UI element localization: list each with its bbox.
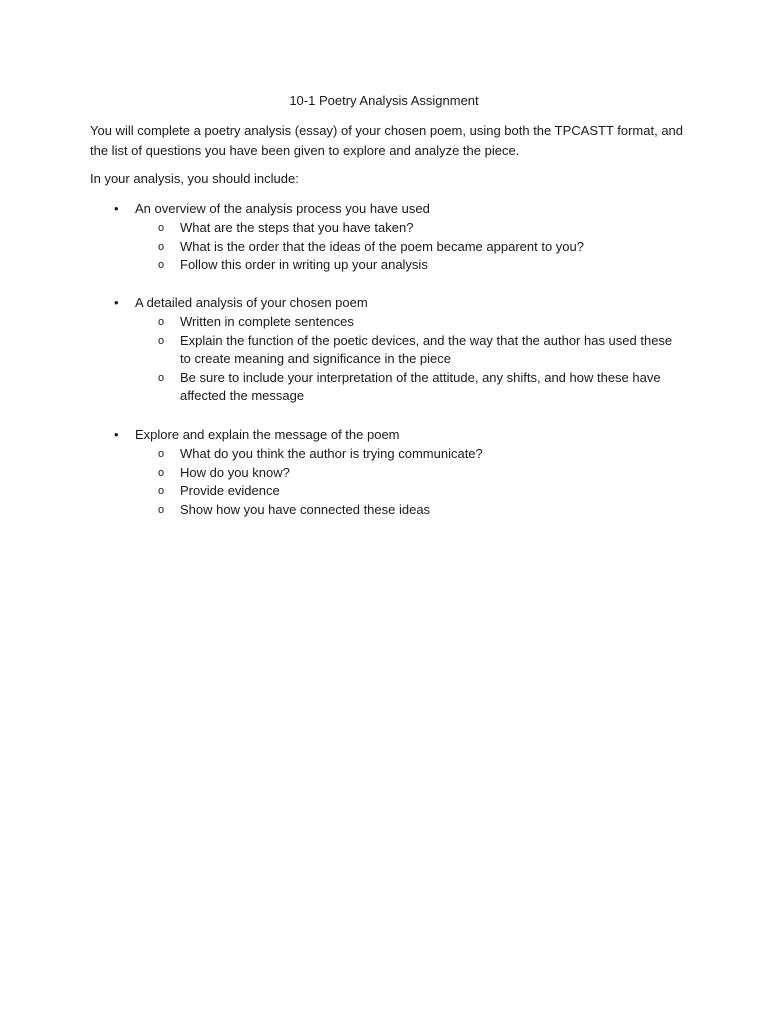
sub-list-item: [90, 445, 690, 464]
sub-item-text: What is the order that the ideas of the poem became apparent to you?: [180, 238, 584, 254]
sub-item-text: Provide evidence: [180, 483, 280, 498]
lead-paragraph: In your analysis, you should include:: [90, 171, 299, 186]
section-message: [90, 426, 690, 519]
document-title: 10-1 Poetry Analysis Assignment: [289, 93, 479, 108]
sub-bullet-marker: o: [158, 222, 165, 234]
section-detailed-analysis: [90, 294, 690, 406]
section-heading: Explore and explain the message of the poem: [135, 427, 400, 442]
sub-list-item: [90, 313, 690, 332]
sub-item-text: Follow this order in writing up your analysis: [180, 257, 428, 272]
sub-bullet-marker: o: [158, 466, 165, 479]
sub-list-item: [90, 464, 690, 483]
sub-item-text: How do you know?: [180, 464, 290, 480]
sub-bullet-marker: o: [158, 371, 165, 384]
intro-paragraph: You will complete a poetry analysis (essay) of your chosen poem, using both the TPCASTT format, and the list of questions you have been given to explore and analyze the piece.: [90, 123, 684, 158]
sub-list-item: [90, 332, 690, 369]
bullet-item: [90, 200, 690, 219]
sub-item-text: Explain the function of the poetic devices, and the way that the author has used these to create meaning and significance in the piece: [180, 332, 673, 366]
bullet-marker: •: [114, 201, 119, 216]
sub-list-item: [90, 219, 690, 238]
sub-bullet-marker: o: [158, 334, 165, 347]
sub-list-item: [90, 482, 690, 501]
section-heading: An overview of the analysis process you have used: [135, 201, 430, 216]
sub-item-text: Show how you have connected these ideas: [180, 501, 431, 517]
sub-list-item: [90, 256, 690, 275]
section-overview: [90, 200, 690, 275]
sub-bullet-marker: o: [158, 316, 165, 328]
sub-bullet-marker: o: [158, 259, 165, 271]
sub-list-item: [90, 501, 690, 520]
sub-bullet-marker: o: [158, 485, 165, 497]
sub-list-item: [90, 369, 690, 406]
sub-bullet-marker: o: [158, 503, 165, 516]
bullet-item: [90, 426, 690, 445]
bullet-marker: •: [114, 295, 119, 310]
sub-item-text: Written in complete sentences: [180, 314, 354, 329]
sub-item-text: What are the steps that you have taken?: [180, 220, 414, 235]
sub-item-text: Be sure to include your interpretation of the attitude, any shifts, and how these have affected the message: [180, 369, 661, 403]
sub-list-item: [90, 238, 690, 257]
section-heading: A detailed analysis of your chosen poem: [135, 295, 368, 310]
bullet-marker: •: [114, 427, 119, 442]
bullet-item: [90, 294, 690, 313]
sub-item-text: What do you think the author is trying communicate?: [180, 446, 483, 461]
sub-bullet-marker: o: [158, 240, 165, 253]
sub-bullet-marker: o: [158, 448, 165, 460]
